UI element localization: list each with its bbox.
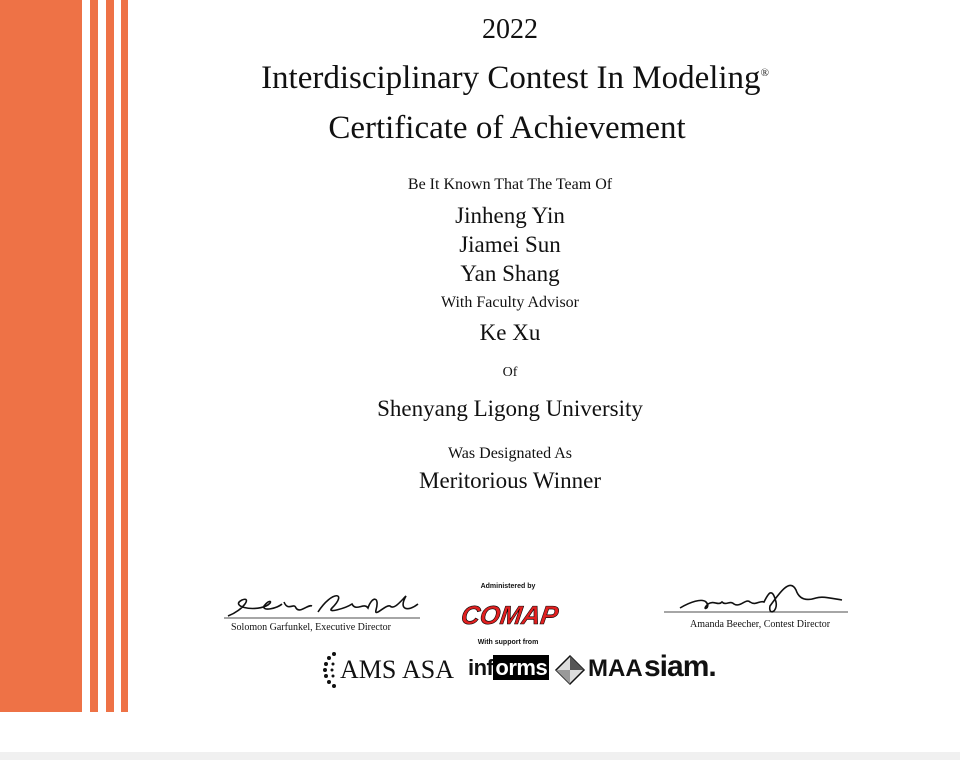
- orange-border-bar: [0, 0, 82, 712]
- informs-logo-box: orms: [495, 655, 548, 680]
- award-title: Meritorious Winner: [419, 468, 601, 493]
- contest-name-text: Interdisciplinary Contest In Modeling: [261, 60, 761, 96]
- bottom-strip: [0, 752, 960, 760]
- support-label: With support from: [477, 639, 539, 646]
- designated-label: Was Designated As: [447, 445, 573, 462]
- team-member: Yan Shang: [460, 261, 560, 286]
- team-member: Jiamei Sun: [459, 232, 561, 257]
- maa-logo: MAA: [588, 655, 643, 682]
- signature-left-caption: Solomon Garfunkel, Executive Director: [231, 622, 391, 633]
- comap-logo: [459, 592, 561, 636]
- orange-stripe: [90, 0, 98, 712]
- ams-logo: AMS: [340, 655, 397, 684]
- registered-mark: ®: [760, 67, 769, 79]
- orange-stripe: [106, 0, 114, 712]
- advisor-name: Ke Xu: [479, 320, 541, 345]
- signature-right-caption: Amanda Beecher, Contest Director: [690, 619, 831, 630]
- maa-diamond-icon: [554, 650, 586, 690]
- university-name: Shenyang Ligong University: [377, 396, 643, 421]
- orange-stripe: [121, 0, 128, 712]
- known-line: Be It Known That The Team Of: [407, 176, 613, 193]
- advisor-label: With Faculty Advisor: [440, 294, 579, 311]
- siam-logo: siam.: [644, 650, 716, 683]
- signature-left: [222, 582, 422, 624]
- informs-logo-left: inf: [468, 655, 494, 680]
- asa-logo: ASA: [402, 655, 455, 684]
- contest-name: [150, 60, 880, 97]
- administered-by-label: Administered by: [480, 583, 536, 590]
- signature-right: [660, 572, 850, 620]
- svg-text:COMAP: COMAP: [459, 600, 561, 630]
- certificate-year: 2022: [482, 14, 538, 45]
- team-member: Jinheng Yin: [455, 203, 565, 228]
- ams-dots-icon: [320, 650, 342, 690]
- of-label: Of: [502, 365, 518, 380]
- certificate-title: Certificate of Achievement: [328, 110, 686, 146]
- informs-logo: [468, 655, 549, 681]
